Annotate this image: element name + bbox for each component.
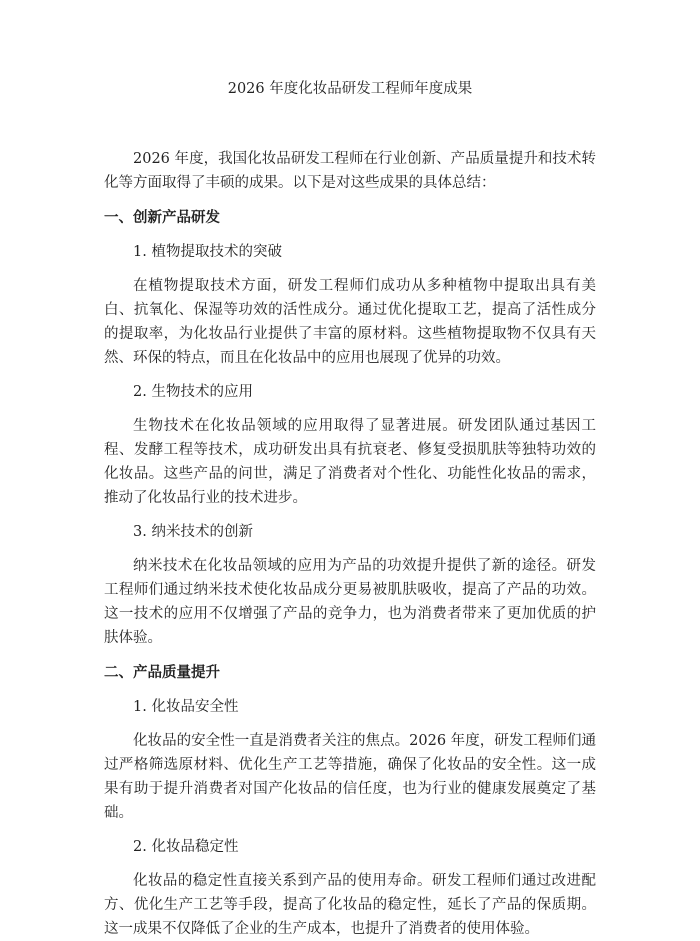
subsection-paragraph: 化妆品的安全性一直是消费者关注的焦点。2026 年度，研发工程师们通过严格筛选原材料、优化生产工艺等措施，确保了化妆品的安全性。这一成果有助于提升消费者对国产化妆品的信任度，也为行业的健康发展奠定了基础。	[104, 733, 596, 821]
section-heading: 一、创新产品研发	[104, 209, 220, 226]
subsection-paragraph: 生物技术在化妆品领域的应用取得了显著进展。研发团队通过基因工程、发酵工程等技术，成功研发出具有抗衰老、修复受损肌肤等独特功效的化妆品。这些产品的问世，满足了消费者对个性化、功能性化妆品的需求，推动了化妆品行业的技术进步。	[104, 418, 596, 506]
subsection-paragraph: 化妆品的稳定性直接关系到产品的使用寿命。研发工程师们通过改进配方、优化生产工艺等手段，提高了化妆品的稳定性，延长了产品的保质期。这一成果不仅降低了企业的生产成本，也提升了消费者的使用体验。	[104, 873, 596, 937]
section-innovation	[104, 206, 596, 650]
document-title: 2026 年度化妆品研发工程师年度成果	[227, 81, 473, 97]
subsection-heading: 3. 纳米技术的创新	[133, 524, 253, 540]
subsection-heading: 1. 化妆品安全性	[133, 699, 239, 715]
section-quality	[104, 661, 596, 941]
section-heading: 二、产品质量提升	[104, 664, 220, 681]
subsection-heading: 2. 生物技术的应用	[133, 384, 253, 400]
subsection-heading: 2. 化妆品稳定性	[133, 839, 239, 855]
intro-paragraph: 2026 年度，我国化妆品研发工程师在行业创新、产品质量提升和技术转化等方面取得了丰硕的成果。以下是对这些成果的具体总结：	[104, 151, 596, 191]
subsection-paragraph: 在植物提取技术方面，研发工程师们成功从多种植物中提取出具有美白、抗氧化、保湿等功效的活性成分。通过优化提取工艺，提高了活性成分的提取率，为化妆品行业提供了丰富的原材料。这些植物提取物不仅具有天然、环保的特点，而且在化妆品中的应用也展现了优异的功效。	[104, 278, 596, 366]
subsection-heading: 1. 植物提取技术的突破	[133, 244, 282, 260]
subsection-paragraph: 纳米技术在化妆品领域的应用为产品的功效提升提供了新的途径。研发工程师们通过纳米技术使化妆品成分更易被肌肤吸收，提高了产品的功效。这一技术的应用不仅增强了产品的竞争力，也为消费者带来了更加优质的护肤体验。	[104, 558, 596, 646]
